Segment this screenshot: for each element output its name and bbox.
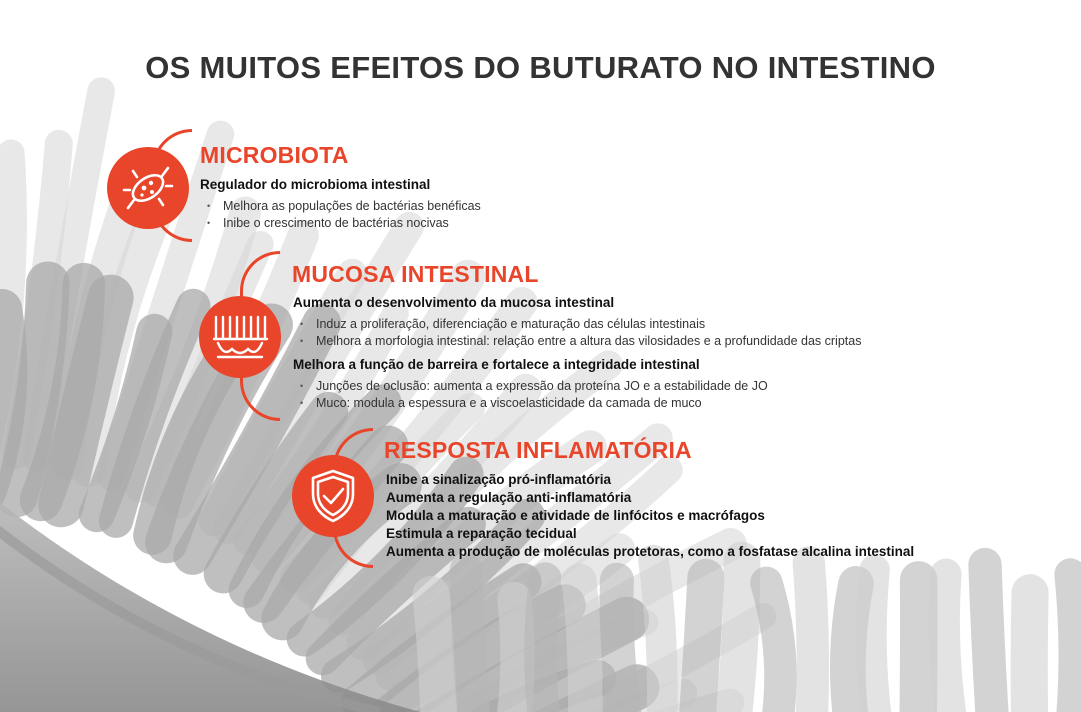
- villus-shape: [512, 599, 517, 712]
- bullet-list: [296, 316, 861, 350]
- villus-shape: [697, 577, 706, 712]
- list-item: • Melhora a morfologia intestinal: relação entre a altura das vilosidades e a profundidade das criptas: [296, 333, 861, 350]
- section-subtitle: Aumenta o desenvolvimento da mucosa intestinal: [293, 295, 615, 310]
- bullet-list: [296, 378, 768, 412]
- villus-shape: [918, 580, 919, 712]
- list-item: • Junções de oclusão: aumenta a expressão da proteína JO e a estabilidade de JO: [296, 378, 768, 395]
- villus-shape: [431, 595, 439, 712]
- section-subtitle: Melhora a função de barreira e fortalece a integridade intestinal: [293, 357, 700, 372]
- section-title-inflamatoria: RESPOSTA INFLAMATÓRIA: [384, 437, 692, 463]
- list-item: Aumenta a regulação anti-inflamatória: [386, 490, 632, 505]
- bacteria-icon: [107, 147, 189, 229]
- villus-shape: [732, 560, 742, 712]
- page-title: OS MUITOS EFEITOS DO BUTURATO NO INTESTINO: [145, 50, 936, 85]
- villus-shape: [1029, 593, 1030, 712]
- shield-check-icon: [292, 455, 374, 537]
- list-item: • Muco: modula a espessura e a viscoelasticidade da camada de muco: [296, 395, 768, 412]
- section-title-microbiota: MICROBIOTA: [200, 142, 349, 168]
- villus-shape: [848, 584, 856, 712]
- villus-shape: [766, 583, 780, 712]
- villus-shape: [944, 574, 953, 712]
- villus-shape: [579, 581, 585, 712]
- list-item: Modula a maturação e atividade de linfócitos e macrófagos: [386, 508, 765, 523]
- villus-shape: [809, 563, 813, 712]
- villus-shape: [653, 560, 662, 712]
- intestinal-villi-icon: [199, 296, 281, 378]
- list-item: • Induz a proliferação, diferenciação e maturação das células intestinais: [296, 316, 861, 333]
- list-item: Aumenta a produção de moléculas protetoras, como a fosfatase alcalina intestinal: [386, 544, 915, 559]
- section-subtitle: Regulador do microbioma intestinal: [200, 177, 431, 192]
- villus-shape: [985, 565, 993, 712]
- list-item: • Melhora as populações de bactérias benéficas: [203, 198, 481, 215]
- villus-shape: [466, 570, 475, 712]
- villus-shape: [540, 579, 545, 712]
- list-item: Inibe a sinalização pró-inflamatória: [386, 472, 612, 487]
- effects-list: [386, 471, 914, 561]
- bullet-list: [203, 198, 481, 232]
- villus-shape: [871, 570, 878, 712]
- list-item: Estimula a reparação tecidual: [386, 526, 577, 541]
- villus-shape: [1070, 574, 1074, 712]
- list-item: • Inibe o crescimento de bactérias nocivas: [203, 215, 481, 232]
- section-title-mucosa: MUCOSA INTESTINAL: [292, 261, 539, 287]
- villus-shape: [617, 580, 627, 712]
